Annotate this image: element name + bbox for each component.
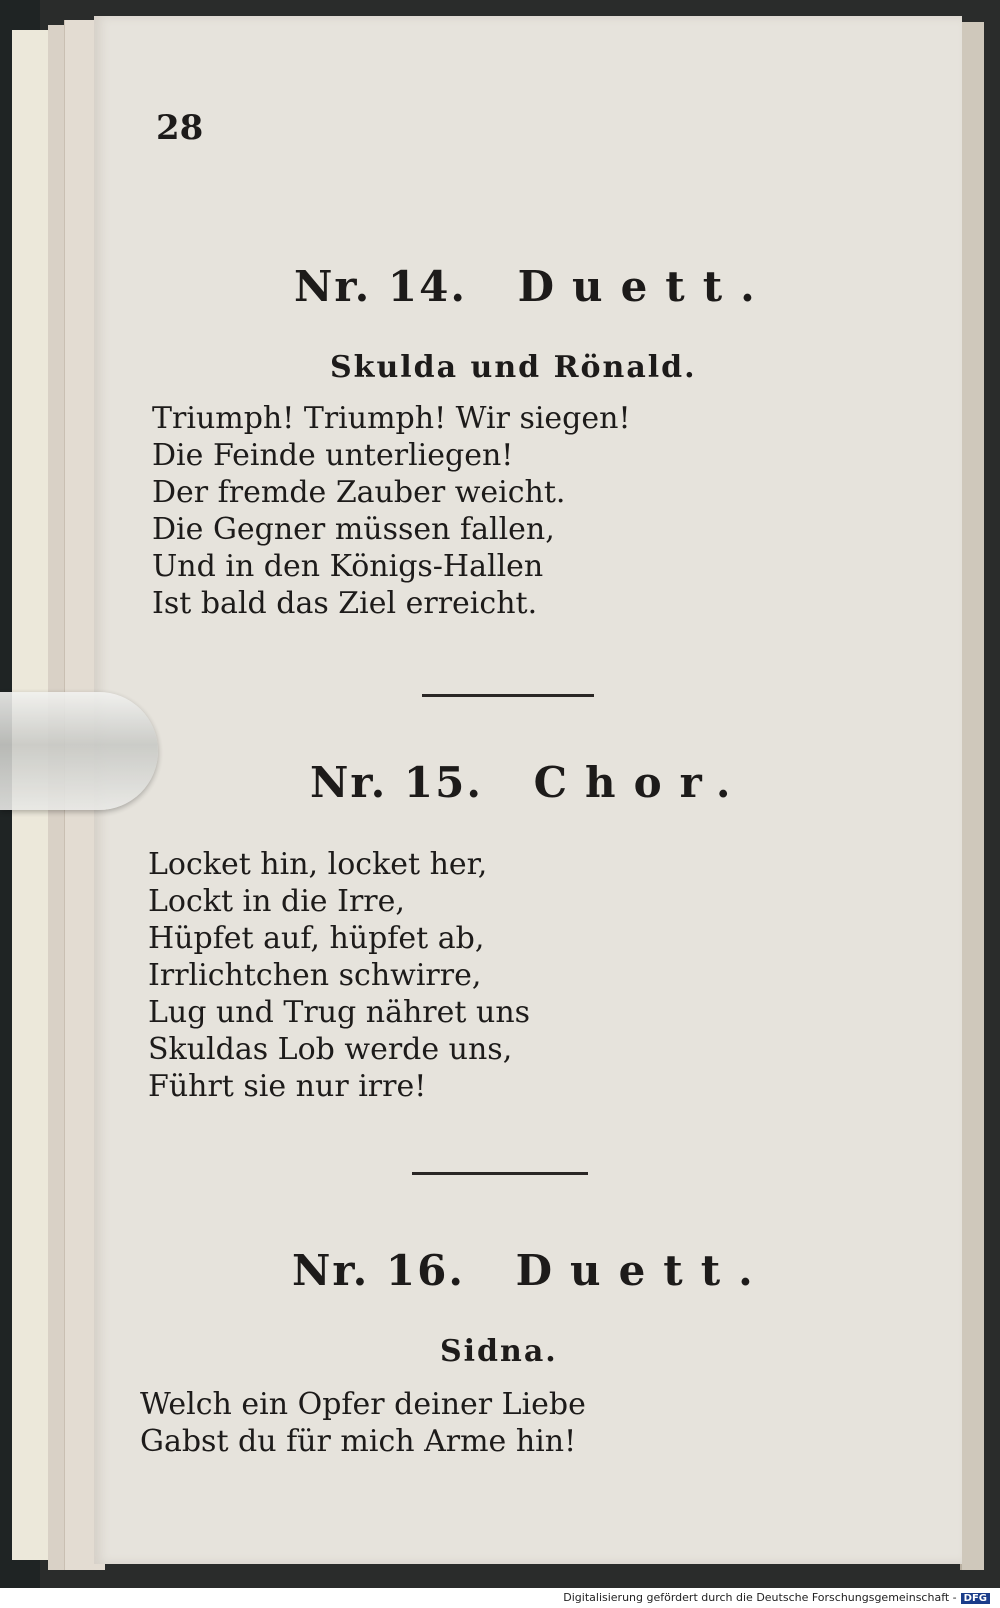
page-clip	[0, 692, 158, 810]
section-divider	[412, 1172, 588, 1175]
heading-title: Duett.	[517, 262, 773, 311]
heading-title: Chor.	[533, 758, 749, 807]
dfg-logo: DFG	[961, 1593, 990, 1604]
verse-line: Locket hin, locket her,	[148, 847, 488, 882]
page-number: 28	[156, 108, 204, 148]
section-divider	[422, 694, 594, 697]
heading-number: Nr. 16.	[292, 1246, 465, 1295]
section-heading	[292, 1246, 771, 1295]
verse-line: Der fremde Zauber weicht.	[152, 475, 566, 510]
section-heading	[294, 262, 773, 311]
verse-line: Triumph! Triumph! Wir siegen!	[152, 401, 631, 436]
verse-line: Lug und Trug nähret uns	[148, 995, 531, 1030]
section-heading	[310, 758, 748, 807]
verse-line: Skuldas Lob werde uns,	[148, 1032, 513, 1067]
verse-block	[148, 846, 530, 1105]
verse-line: Gabst du für mich Arme hin!	[140, 1424, 577, 1459]
verse-block	[140, 1386, 586, 1460]
footer-credit	[563, 1591, 990, 1604]
verse-line: Ist bald das Ziel erreicht.	[152, 586, 538, 621]
footer-credit-text: Digitalisierung gefördert durch die Deutsche Forschungsgemeinschaft -	[563, 1591, 957, 1604]
verse-line: Irrlichtchen schwirre,	[148, 958, 482, 993]
heading-number: Nr. 14.	[294, 262, 467, 311]
verse-line: Die Gegner müssen fallen,	[152, 512, 555, 547]
heading-title: Duett.	[515, 1246, 771, 1295]
heading-number: Nr. 15.	[310, 758, 483, 807]
verse-line: Und in den Königs-Hallen	[152, 549, 544, 584]
verse-line: Welch ein Opfer deiner Liebe	[140, 1387, 586, 1422]
verse-line: Hüpfet auf, hüpfet ab,	[148, 921, 485, 956]
verse-block	[152, 400, 631, 622]
page-right-edge	[960, 22, 984, 1570]
verse-line: Führt sie nur irre!	[148, 1069, 427, 1104]
verse-line: Die Feinde unterliegen!	[152, 438, 514, 473]
speaker-label: Sidna.	[440, 1334, 558, 1369]
verse-line: Lockt in die Irre,	[148, 884, 405, 919]
speaker-label: Skulda und Rönald.	[330, 350, 697, 385]
